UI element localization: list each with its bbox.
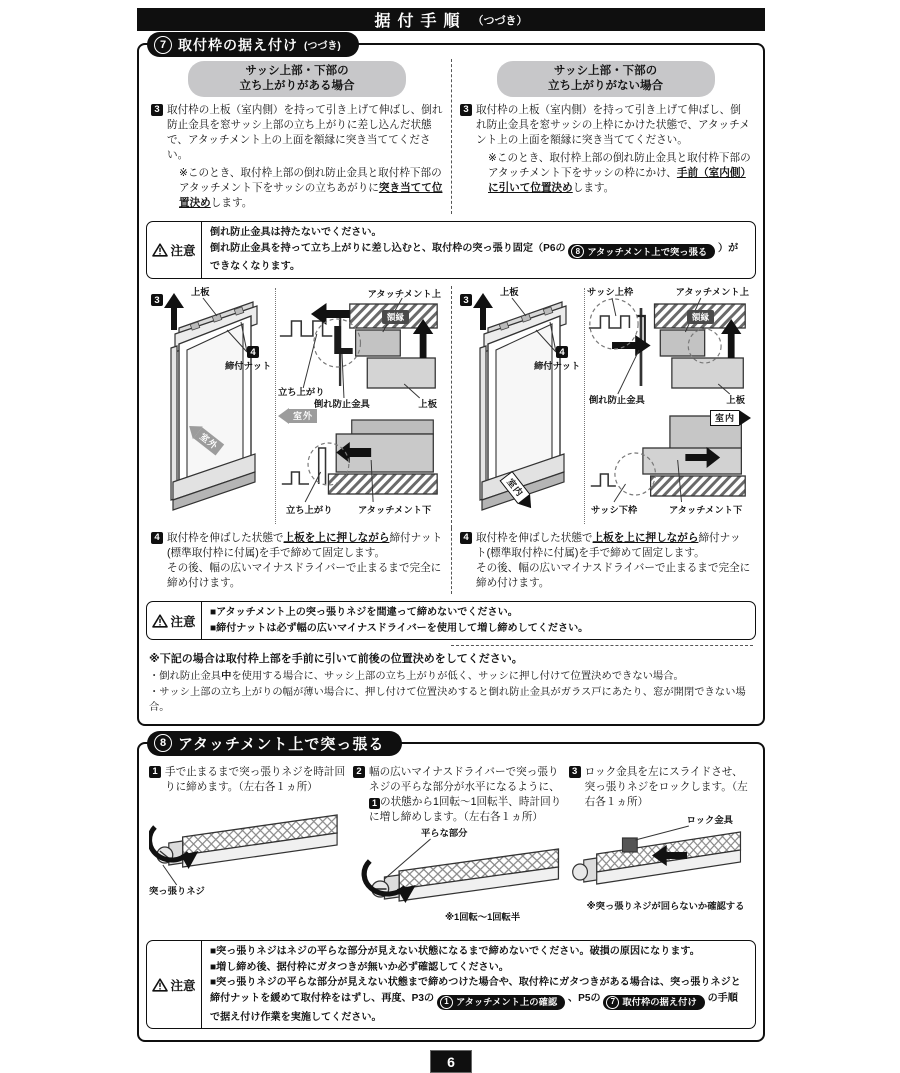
- case-header-no-riser: [497, 61, 715, 97]
- step-3-right-text: 取付枠の上板（室内側）を持って引き上げて伸ばし、倒れ防止金具を窓サッシの上枠にかけた状態で、アタッチメント上の上面を額縁に突き当ててください。: [476, 103, 750, 146]
- section-7-frame-installation: [137, 36, 765, 726]
- step-4-marker: 4: [556, 346, 568, 358]
- step-4-pre: 取付枠を伸ばした状態で: [167, 532, 284, 545]
- caution-3-line3-post: の手順で据え付け作業を実施してください。: [210, 992, 738, 1023]
- ref-badge-section7: [603, 995, 704, 1010]
- frame-3d-diagram-right: [460, 288, 580, 524]
- step-3: [569, 765, 753, 810]
- ref-badge-text: アタッチメント上で突っ張る: [587, 246, 708, 257]
- frame-3d-drawing: [151, 288, 271, 524]
- page-title: 据付手順: [374, 13, 467, 30]
- caution-3-body: [202, 941, 755, 1028]
- step-3-left: [151, 103, 443, 211]
- step-number: 3: [151, 104, 163, 116]
- step-2-post: の状態から1回転～1回転半、時計回りに増し締めします。（左右各１ヵ所）: [368, 795, 562, 823]
- caution-1-line2-pre: 倒れ防止金具を持って立ち上がりに差し込むと、取付枠の突っ張り固定（P6の: [210, 242, 566, 254]
- note-pre: ※このとき、取付枠上部の倒れ防止金具と取付枠下部のアタッチメント下をサッシの立ちあがりに: [179, 167, 442, 195]
- tilt-prevention-bracket-label: 倒れ防止金具: [589, 395, 645, 406]
- caution-3-line3-mid: 、P5の: [568, 992, 601, 1004]
- note-bold: 突き当てて位置決め: [179, 182, 443, 210]
- ref-badge-text: 取付枠の据え付け: [622, 996, 697, 1007]
- section-8-number: 8: [154, 734, 172, 752]
- sash-lower-frame-label: サッシ下枠: [591, 505, 638, 516]
- section-8-steps: [143, 760, 759, 933]
- diagram-columns: [143, 286, 759, 528]
- column-right: [451, 59, 759, 214]
- outdoor-direction-arrow: [278, 408, 317, 424]
- riser-label: 立ち上がり: [286, 505, 333, 516]
- caution-box-2: [146, 601, 756, 640]
- indoor-direction-arrow: [710, 410, 751, 426]
- bullet-post: を使用する場合に、サッシ上部の立ち上がりが低く、サッシに押し付けて位置決めできない場合。: [231, 671, 684, 683]
- step-1-figure: [149, 799, 347, 903]
- caution-label-text: 注意: [170, 244, 196, 259]
- bullet-pre: ・倒れ防止金具: [149, 671, 222, 683]
- top-plate-label: 上板: [191, 287, 210, 298]
- step-3-marker: 3: [460, 294, 472, 306]
- step-2-figure: [353, 829, 563, 933]
- caution-1-line2: [210, 241, 747, 275]
- section-8-title: アタッチメント上で突っ張る: [178, 735, 385, 753]
- note-post: します。: [210, 197, 253, 210]
- section-7-number: 7: [154, 36, 172, 54]
- window-casing-badge: 額縁: [687, 310, 714, 324]
- section-7-title-suffix: (つづき): [304, 41, 341, 52]
- ref-badge-section8: [568, 244, 715, 259]
- case-header-line1: サッシ上部・下部の: [553, 65, 658, 77]
- step3-columns: [143, 59, 759, 214]
- case-header-with-riser: [188, 61, 406, 97]
- caution-3-line3: [210, 975, 747, 1025]
- caution-label: [147, 602, 202, 639]
- step-2-block: [353, 762, 563, 933]
- step-2-pre: 幅の広いマイナスドライバーで突っ張りネジの平らな部分が水平になるように、: [368, 765, 560, 793]
- section-8-badge: [147, 731, 402, 756]
- step-number: 3: [460, 104, 472, 116]
- ref-badge-number: 1: [440, 996, 453, 1009]
- caution-label: [147, 941, 202, 1028]
- step-4-line2: その後、幅の広いマイナスドライバーで止まるまで完全に締め付けます。: [476, 562, 751, 590]
- caution-box-1: [146, 221, 756, 279]
- page-header-bar: [137, 8, 765, 31]
- attachment-bottom-label: アタッチメント下: [358, 505, 432, 516]
- ref-badge-text: アタッチメント上の確認: [455, 996, 558, 1007]
- caution-3-line1: ■突っ張りネジはネジの平らな部分が見えない状態になるまで締めないでください。破損の原因になります。: [210, 945, 700, 957]
- step-4-left: [151, 531, 443, 591]
- step-3-marker: 3: [151, 294, 163, 306]
- notes-bullet-2: ・サッシ上部の立ち上がりの幅が薄い場合に、押し付けて位置決めすると倒れ防止金具がガラス戸にあたり、窓が開閉できない場合。: [149, 686, 746, 714]
- step-3-left-text: 取付枠の上板（室内側）を持って引き上げて伸ばし、倒れ防止金具を窓サッシ上部の立ち上がりに差し込んだ状態で、アタッチメント上の上面を額縁に突き当ててください。: [167, 103, 443, 161]
- step-2: [353, 765, 563, 825]
- section-8-brace-on-attachment: [137, 735, 765, 1042]
- ref-badge-number: 7: [606, 996, 619, 1009]
- diagram-right-column: [451, 286, 759, 528]
- caution-box-3: [146, 940, 756, 1029]
- brace-screw-label: 突っ張りネジ: [149, 885, 205, 896]
- caution-1-line1: 倒れ防止金具は持たないでください。: [210, 227, 382, 239]
- step-4-post: 締付ナット(標準取付枠に付属)を手で締めて固定します。: [476, 532, 741, 560]
- caution-1-body: [202, 222, 755, 278]
- diagram-left-column: [143, 286, 451, 528]
- case-header-tail: 場合: [640, 79, 663, 92]
- step-3-left-note: [167, 166, 443, 211]
- case-header-tail: 場合: [331, 79, 355, 92]
- column-left: [143, 528, 451, 594]
- column-left: [143, 59, 451, 214]
- caution-label: [147, 222, 202, 278]
- step-4-marker: 4: [247, 346, 259, 358]
- positioning-notes: [149, 650, 753, 715]
- step-3-text: ロック金具を左にスライドさせ、突っ張りネジをロックします。（左右各１ヵ所）: [584, 765, 748, 808]
- sash-upper-frame-label: サッシ上枠: [587, 287, 634, 298]
- riser-label: 立ち上がり: [278, 387, 325, 398]
- step-number: 3: [569, 766, 581, 778]
- lock-bracket-label: ロック金具: [686, 814, 733, 825]
- section-7-badge: [147, 32, 359, 57]
- detail-diagram-left: [275, 288, 443, 524]
- step4-columns: [143, 528, 759, 594]
- step-4-bold: 上板を上に押しながら: [283, 532, 390, 545]
- case-header-bold: ある: [308, 79, 332, 92]
- warning-icon: [152, 978, 168, 992]
- note-bold: 手前（室内側）に引いて位置決め: [488, 167, 746, 195]
- case-header-line2: 立ち上がりが: [239, 79, 309, 92]
- step-3-right-note: [476, 151, 751, 196]
- step-1: [149, 765, 347, 795]
- flat-part-label: 平らな部分: [420, 827, 468, 838]
- step-number: 4: [151, 532, 163, 544]
- top-plate-label: 上板: [418, 399, 437, 410]
- step-4-post: 締付ナット(標準取付枠に付属)を手で締めて固定します。: [167, 532, 443, 560]
- tightening-nut-label: 締付ナット: [225, 361, 272, 372]
- notes-bullet-1: [149, 669, 753, 684]
- detail-diagram-right: [584, 288, 751, 524]
- caution-3-line3-pre: ■突っ張りネジの平らな部分が見えない状態まで締めつけた場合や、取付枠にガタつきがある場合は、突っ張りネジと締付ナットを緩めて取付枠をはずし、再度、P3の: [210, 977, 741, 1004]
- caution-2-body: [202, 602, 755, 639]
- step-number: 1: [149, 766, 161, 778]
- step-number: 4: [460, 532, 472, 544]
- step-3-block: [569, 762, 753, 933]
- page-number: 6: [430, 1050, 472, 1073]
- outdoor-label: 室外: [193, 427, 224, 455]
- caution-2-line2: ■締付ナットは必ず幅の広いマイナスドライバーを使用して増し締めしてください。: [210, 622, 589, 634]
- tilt-prevention-bracket-label: 倒れ防止金具: [314, 399, 370, 410]
- caution-2-line1: ■アタッチメント上の突っ張りネジを間違って締めないでください。: [210, 607, 518, 619]
- manual-page: [137, 8, 765, 1073]
- note-pre: ※このとき、取付枠上部の倒れ防止金具と取付枠下部のアタッチメント下をサッシの枠にかけ、: [488, 151, 751, 179]
- case-header-line1: サッシ上部・下部の: [245, 65, 349, 77]
- rotation-note-label: ※1回転～1回転半: [444, 911, 521, 922]
- step-3-figure: [569, 814, 753, 918]
- note-post: します。: [572, 182, 615, 195]
- detail-drawing: [585, 288, 751, 524]
- attachment-top-label: アタッチメント上: [367, 289, 441, 300]
- step-4-right: [460, 531, 751, 591]
- ref-badge-number: 8: [571, 245, 584, 258]
- notes-title: ※下記の場合は取付枠上部を手前に引いて前後の位置決めをしてください。: [149, 653, 523, 666]
- step-1-ref-badge: 1: [369, 798, 380, 809]
- top-plate-label: 上板: [726, 395, 745, 406]
- case-header-line2: 立ち上がりが: [548, 79, 617, 92]
- frame-3d-diagram-left: [151, 288, 271, 524]
- column-right: [451, 528, 759, 594]
- section-7-title: 取付枠の据え付け: [178, 36, 298, 53]
- step-3-right: [460, 103, 751, 196]
- ref-badge-section1: [437, 995, 565, 1010]
- lock-check-note-label: ※突っ張りネジが回らないか確認する: [586, 900, 745, 911]
- dashed-divider: [451, 645, 753, 646]
- warning-icon: [152, 614, 168, 628]
- outdoor-label: 室外: [289, 409, 317, 423]
- caution-label-text: 注意: [170, 614, 196, 629]
- top-plate-label: 上板: [500, 287, 519, 298]
- case-header-bold: ない: [617, 79, 640, 92]
- tightening-nut-label: 締付ナット: [534, 361, 581, 372]
- step-4-line2: その後、幅の広いマイナスドライバーで止まるまで完全に締め付けます。: [167, 562, 442, 590]
- step-1-block: [149, 762, 347, 933]
- caution-1-line2-post: ）ができなくなります。: [210, 242, 739, 273]
- caution-3-line2: ■増し締め後、据付枠にガタつきが無いか必ず確認してください。: [210, 961, 509, 973]
- warning-icon: [152, 243, 168, 257]
- step-4-bold: 上板を上に押しながら: [592, 532, 699, 545]
- attachment-bottom-label: アタッチメント下: [669, 505, 743, 516]
- window-casing-badge: 額縁: [382, 310, 409, 324]
- caution-label-text: 注意: [170, 978, 196, 993]
- bullet-bold: 中: [221, 671, 232, 683]
- step-1-text: 手で止まるまで突っ張りネジを時計回りに締めます。（左右各１ヵ所）: [165, 765, 346, 793]
- step-number: 2: [353, 766, 365, 778]
- step-4-pre: 取付枠を伸ばした状態で: [476, 532, 593, 545]
- page-title-suffix: （つづき）: [472, 14, 528, 27]
- indoor-label: 室内: [500, 471, 530, 504]
- indoor-label: 室内: [710, 410, 739, 426]
- attachment-top-label: アタッチメント上: [675, 287, 749, 298]
